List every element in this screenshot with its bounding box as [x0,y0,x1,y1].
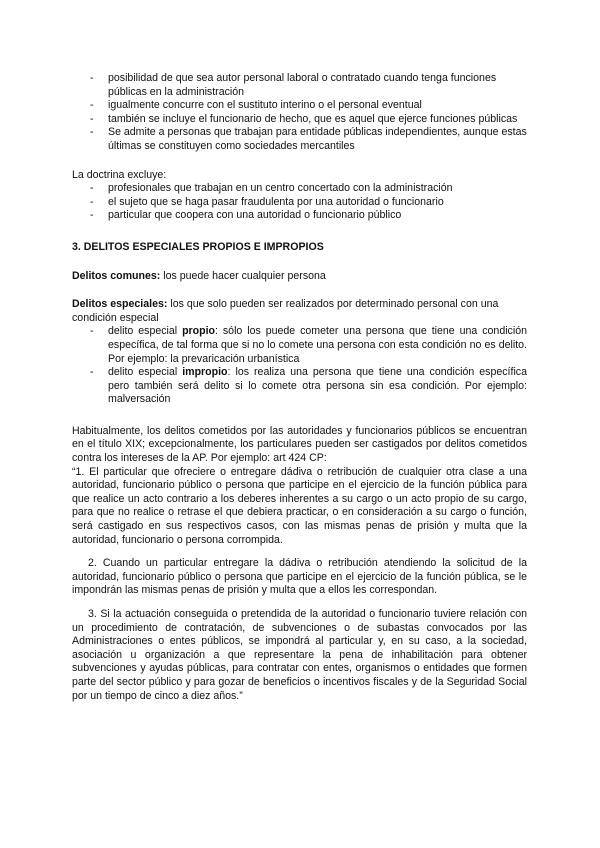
list-item [72,325,527,366]
top-list [72,72,527,154]
especiales-paragraph [72,298,527,325]
especiales-label: Delitos especiales: [72,298,168,311]
list-item: - profesionales que trabajan en un centro concertado con la administración [72,182,527,196]
comunes-label: Delitos comunes: [72,269,161,282]
impropio-bold: impropio [182,366,228,379]
especiales-text: los que solo pueden ser realizados por determinado personal con una condición especial [72,298,499,324]
excluye-list [72,182,527,223]
quote-paragraph-3: 3. Si la actuación conseguida o pretendida de la autoridad o funcionario tuviere relación con un procedimiento de contratación, de subvenciones o de subastas convocados por las Administraciones o entes públicos, se impondrá al particular y, en su caso, a la sociedad, asociación u organización a que representare la pena de inhabilitación para obtener subvenciones y ayudas públicas, para contratar con entes, organismos o entidades que formen parte del sector público y para gozar de beneficios o incentivos fiscales y de la Seguridad Social por un tiempo de cinco a diez años.” [72,608,527,702]
list-item: - igualmente concurre con el sustituto interino o el personal eventual [72,99,527,113]
impropio-pre: delito especial [108,366,183,379]
quote-paragraph-1: “1. El particular que ofreciere o entregare dádiva o retribución de cualquier otra clase a una autoridad, funcionario público o persona que participe en el ejercicio de la función pública para que realice un acto contrario a los deberes inherentes a su cargo o un acto propio de su cargo, para que no realice o retrase el que debiera practicar, o en consideración a su cargo o función, será castigado en sus respectivos casos, con las mismas penas de prisión y multa que la autoridad, funcionario o persona corrompida. [72,465,527,546]
quote-paragraph-2: 2. Cuando un particular entregare la dádiva o retribución atendiendo la solicitud de la autoridad, funcionario público o persona que participe en el ejercicio de la función pública, se le impondrán las mismas penas de prisión y multa que a ellos les correspondan. [72,557,527,597]
content [72,72,527,703]
propio-post: : sólo los puede cometer una persona que tiene una condición específica, de tal forma que si no lo comete una persona con esta condición no es delito. Por ejemplo: la prevaricación urbanística [108,325,527,365]
comunes-paragraph [72,270,527,284]
propio-bold: propio [182,325,216,338]
section-heading: 3. DELITOS ESPECIALES PROPIOS E IMPROPIOS [72,240,324,253]
comunes-text: los puede hacer cualquier persona [160,269,326,282]
propio-pre: delito especial [108,325,183,338]
list-item: - también se incluye el funcionario de hecho, que es aquel que ejerce funciones públicas [72,113,527,127]
list-item: - posibilidad de que sea autor personal laboral o contratado cuando tenga funciones públicas en la administración [72,72,527,99]
list-item: - particular que coopera con una autoridad o funcionario público [72,209,527,223]
impropio-post: : los realiza una persona que tiene una condición específica pero también será delito si lo comete otra persona sin esa condición. Por ejemplo: malversación [108,366,527,406]
excluye-intro: La doctrina excluye: [72,168,167,181]
habitual-paragraph: Habitualmente, los delitos cometidos por las autoridades y funcionarios públicos se encuentran en el título XIX; excepcionalmente, los particulares pueden ser castigados por delitos cometidos contra los intereses de la AP. Por ejemplo: art 424 CP: [72,424,527,465]
especiales-list [72,325,527,407]
list-item [72,366,527,407]
list-item: - Se admite a personas que trabajan para entidade públicas independientes, aunque estas últimas se constituyen como sociedades mercantiles [72,126,527,153]
list-item: - el sujeto que se haga pasar fraudulenta por una autoridad o funcionario [72,196,527,210]
